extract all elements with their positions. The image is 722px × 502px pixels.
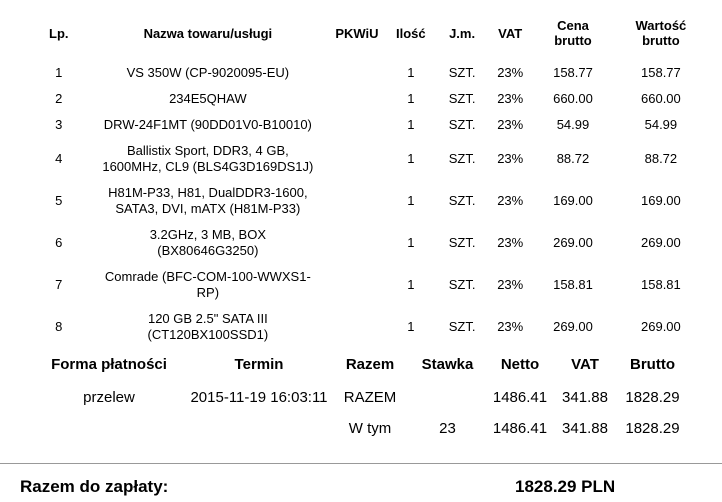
header-name: Nazwa towaru/usługi bbox=[143, 25, 273, 41]
row-price: 269.00 bbox=[553, 319, 593, 334]
row-name bbox=[88, 222, 329, 264]
header-price bbox=[532, 6, 614, 60]
row-name-line1: Comrade (BFC-COM-100-WWXS1- bbox=[104, 269, 311, 284]
row-value: 158.77 bbox=[641, 65, 681, 80]
header-value-line1: Wartość bbox=[635, 18, 687, 33]
row-value: 660.00 bbox=[641, 91, 681, 106]
header-qty: Ilość bbox=[396, 25, 426, 41]
row-name-line1: DRW-24F1MT (90DD01V0-B10010) bbox=[103, 117, 312, 132]
row-lp: 6 bbox=[55, 235, 63, 250]
summary-net: 1486.41 bbox=[492, 420, 548, 437]
row-name bbox=[88, 180, 329, 222]
row-qty: 1 bbox=[407, 235, 415, 250]
row-unit: SZT. bbox=[448, 91, 476, 106]
summary-term: 2015-11-19 16:03:11 bbox=[190, 389, 328, 406]
row-name-line1: 120 GB 2.5" SATA III bbox=[147, 311, 268, 326]
row-price: 660.00 bbox=[553, 91, 593, 106]
summary-header-row bbox=[30, 346, 690, 382]
row-pkwiu bbox=[328, 180, 386, 222]
summary-total: W tym bbox=[348, 420, 392, 437]
row-qty: 1 bbox=[407, 319, 415, 334]
row-price: 54.99 bbox=[556, 117, 590, 132]
row-name-line2: RP) bbox=[196, 285, 220, 300]
row-lp: 3 bbox=[55, 117, 63, 132]
header-pkwiu: PKWiU bbox=[335, 25, 379, 41]
row-price: 88.72 bbox=[556, 151, 590, 166]
row-name-line2: 1600MHz, CL9 (BLS4G3D169DS1J) bbox=[102, 159, 314, 174]
row-name-line1: 3.2GHz, 3 MB, BOX bbox=[149, 227, 267, 242]
summary-header-payment: Forma płatności bbox=[51, 355, 167, 373]
header-value bbox=[614, 6, 708, 60]
summary-payment: przelew bbox=[83, 389, 135, 406]
row-vat: 23% bbox=[497, 151, 524, 166]
row-value: 169.00 bbox=[641, 193, 681, 208]
summary-header-term: Termin bbox=[234, 355, 284, 373]
row-vat: 23% bbox=[497, 277, 524, 292]
amount-due-value: 1828.29 PLN bbox=[515, 477, 616, 496]
row-name-line1: 234E5QHAW bbox=[169, 91, 247, 106]
row-price: 269.00 bbox=[553, 235, 593, 250]
row-qty: 1 bbox=[407, 117, 415, 132]
summary-vat: 341.88 bbox=[562, 389, 608, 406]
row-qty: 1 bbox=[407, 193, 415, 208]
row-unit: SZT. bbox=[448, 193, 476, 208]
row-pkwiu bbox=[328, 112, 386, 138]
row-qty: 1 bbox=[407, 151, 415, 166]
summary-rate bbox=[410, 382, 485, 413]
row-lp: 2 bbox=[55, 91, 63, 106]
row-vat: 23% bbox=[497, 91, 524, 106]
row-name-line1: Ballistix Sport, DDR3, 4 GB, bbox=[126, 143, 289, 158]
row-name bbox=[88, 86, 329, 112]
row-value: 158.81 bbox=[641, 277, 681, 292]
row-vat: 23% bbox=[497, 117, 524, 132]
items-header-row bbox=[30, 6, 708, 60]
row-value: 88.72 bbox=[644, 151, 678, 166]
row-pkwiu bbox=[328, 138, 386, 180]
table-row bbox=[30, 112, 708, 138]
row-name-line1: H81M-P33, H81, DualDDR3-1600, bbox=[108, 185, 308, 200]
row-qty: 1 bbox=[407, 65, 415, 80]
row-unit: SZT. bbox=[448, 319, 476, 334]
row-qty: 1 bbox=[407, 277, 415, 292]
row-vat: 23% bbox=[497, 193, 524, 208]
row-lp: 1 bbox=[55, 65, 63, 80]
row-price: 158.77 bbox=[553, 65, 593, 80]
summary-header-gross: Brutto bbox=[630, 355, 675, 373]
summary-net: 1486.41 bbox=[492, 389, 548, 406]
header-price-line1: Cena bbox=[557, 18, 589, 33]
table-row bbox=[30, 306, 708, 348]
row-name bbox=[88, 306, 329, 348]
row-unit: SZT. bbox=[448, 65, 476, 80]
row-unit: SZT. bbox=[448, 117, 476, 132]
header-price-line2: brutto bbox=[554, 33, 592, 48]
table-row bbox=[30, 180, 708, 222]
row-value: 54.99 bbox=[644, 117, 678, 132]
header-lp: Lp. bbox=[49, 25, 69, 41]
row-lp: 5 bbox=[55, 193, 63, 208]
summary-payment bbox=[30, 413, 188, 444]
table-row bbox=[30, 86, 708, 112]
table-row bbox=[30, 222, 708, 264]
invoice-items-table bbox=[30, 6, 708, 348]
row-pkwiu bbox=[328, 60, 386, 86]
summary-gross: 1828.29 bbox=[625, 420, 680, 437]
table-row bbox=[30, 138, 708, 180]
row-pkwiu bbox=[328, 306, 386, 348]
header-unit: J.m. bbox=[449, 25, 476, 41]
summary-row bbox=[30, 413, 690, 444]
row-vat: 23% bbox=[497, 65, 524, 80]
summary-term bbox=[188, 413, 330, 444]
table-row bbox=[30, 60, 708, 86]
row-price: 158.81 bbox=[553, 277, 593, 292]
summary-header-total: Razem bbox=[345, 355, 395, 373]
row-name bbox=[88, 264, 329, 306]
row-name-line1: VS 350W (CP-9020095-EU) bbox=[126, 65, 290, 80]
row-lp: 4 bbox=[55, 151, 63, 166]
row-lp: 8 bbox=[55, 319, 63, 334]
summary-row bbox=[30, 382, 690, 413]
row-vat: 23% bbox=[497, 235, 524, 250]
row-price: 169.00 bbox=[553, 193, 593, 208]
summary-rate: 23 bbox=[439, 420, 456, 437]
summary-vat: 341.88 bbox=[562, 420, 608, 437]
row-unit: SZT. bbox=[448, 277, 476, 292]
row-name-line2: (BX80646G3250) bbox=[157, 243, 259, 258]
summary-gross: 1828.29 bbox=[625, 389, 680, 406]
row-name bbox=[88, 60, 329, 86]
summary-header-vat: VAT bbox=[571, 355, 599, 373]
header-vat: VAT bbox=[498, 25, 523, 41]
row-unit: SZT. bbox=[448, 235, 476, 250]
row-lp: 7 bbox=[55, 277, 63, 292]
row-value: 269.00 bbox=[641, 319, 681, 334]
row-name-line2: (CT120BX100SSD1) bbox=[147, 327, 269, 342]
row-unit: SZT. bbox=[448, 151, 476, 166]
row-pkwiu bbox=[328, 86, 386, 112]
row-qty: 1 bbox=[407, 91, 415, 106]
summary-total: RAZEM bbox=[343, 389, 397, 406]
row-pkwiu bbox=[328, 222, 386, 264]
row-name-line2: SATA3, DVI, mATX (H81M-P33) bbox=[115, 201, 301, 216]
row-value: 269.00 bbox=[641, 235, 681, 250]
row-name bbox=[88, 112, 329, 138]
row-pkwiu bbox=[328, 264, 386, 306]
summary-header-net: Netto bbox=[500, 355, 540, 373]
payment-summary-table bbox=[30, 346, 690, 444]
amount-due-label: Razem do zapłaty: bbox=[20, 477, 169, 496]
summary-header-rate: Stawka bbox=[421, 355, 474, 373]
row-vat: 23% bbox=[497, 319, 524, 334]
row-name bbox=[88, 138, 329, 180]
header-value-line2: brutto bbox=[642, 33, 680, 48]
table-row bbox=[30, 264, 708, 306]
divider bbox=[0, 463, 722, 464]
